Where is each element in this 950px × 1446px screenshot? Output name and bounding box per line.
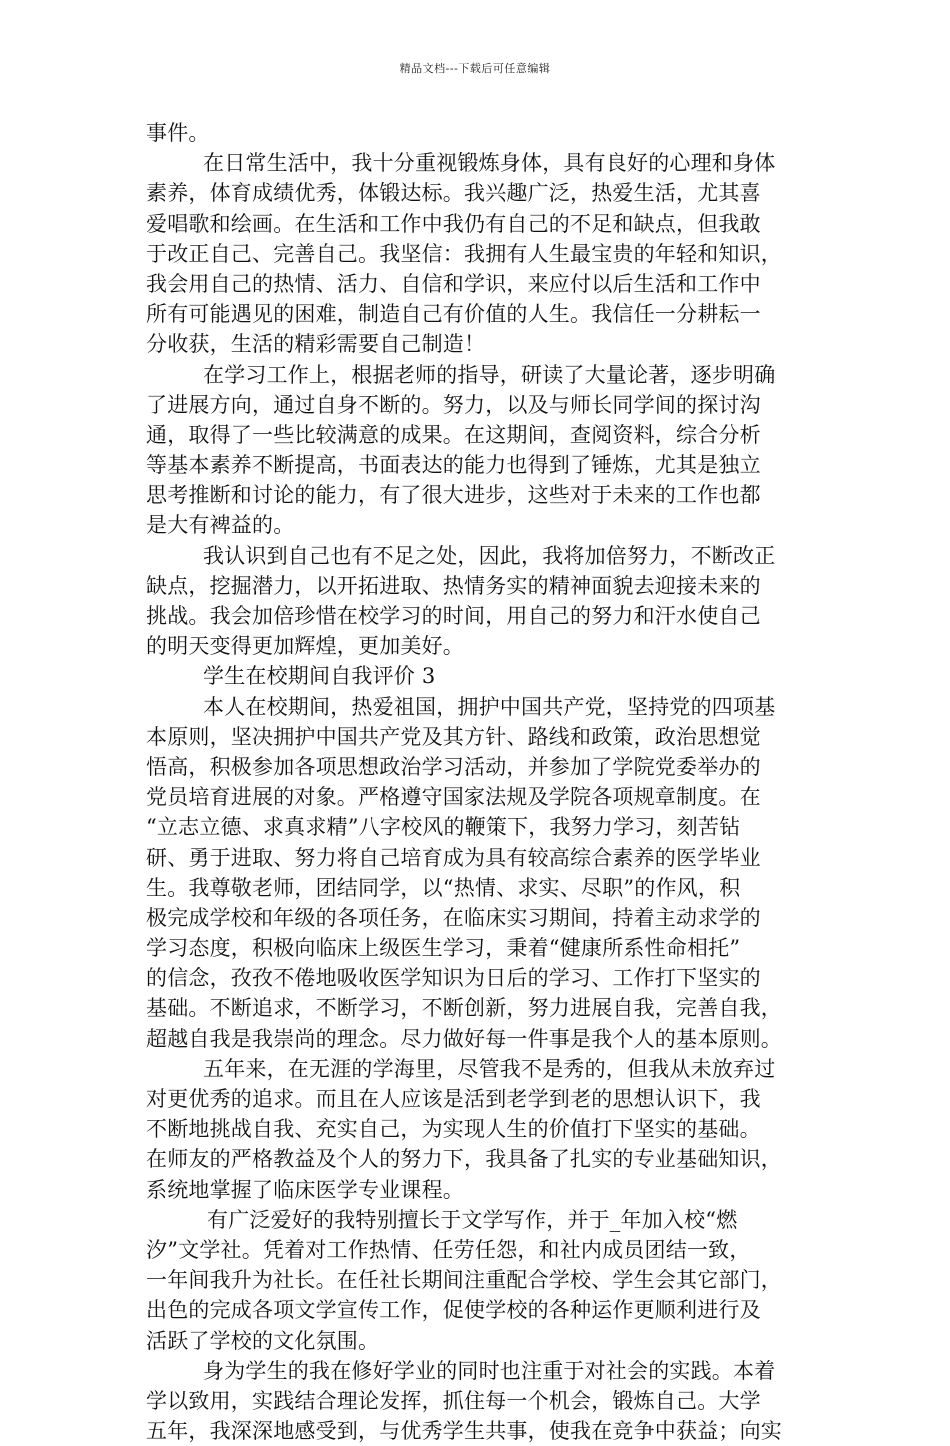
- text-line: 等基本素养不断提高，书面表达的能力也得到了锤炼，尤其是独立: [146, 453, 761, 478]
- text-line: 悟高，积极参加各项思想政治学习活动，并参加了学院党委举办的: [146, 754, 761, 779]
- text-line: 了进展方向，通过自身不断的。努力，以及与师长同学间的探讨沟: [146, 392, 761, 417]
- text-line: 素养，体育成绩优秀，体锻达标。我兴趣广泛，热爱生活，尤其喜: [146, 181, 761, 206]
- document-body: [146, 118, 826, 1446]
- text-line: 事件。: [146, 121, 210, 145]
- page-header: 精品文档---下载后可任意编辑: [399, 62, 551, 75]
- text-line: 党员培育进展的对象。严格遵守国家法规及学院各项规章制度。在: [146, 785, 761, 810]
- text-line: 活跃了学校的文化氛围。: [146, 1328, 380, 1353]
- text-line: 我会用自己的热情、活力、自信和学识，来应付以后生活和工作中: [146, 271, 761, 296]
- text-line: 通，取得了一些比较满意的成果。在这期间，查阅资料，综合分析: [146, 422, 761, 447]
- text-line: 生。我尊敬老师，团结同学，以“热情、求实、尽职”的作风，积: [146, 875, 741, 900]
- text-line: 所有可能遇见的困难，制造自己有价值的人生。我信任一分耕耘一: [146, 302, 761, 327]
- text-line: 在师友的严格教益及个人的努力下，我具备了扎实的专业基础知识，: [146, 1147, 782, 1172]
- text-line: 的明天变得更加辉煌，更加美好。: [146, 634, 464, 659]
- text-line: 爱唱歌和绘画。在生活和工作中我仍有自己的不足和缺点，但我敢: [146, 211, 761, 236]
- text-line: 挑战。我会加倍珍惜在校学习的时间，用自己的努力和汗水使自己: [146, 604, 761, 628]
- text-line: 我认识到自己也有不足之处，因此，我将加倍努力，不断改正: [203, 543, 776, 568]
- text-line: 身为学生的我在修好学业的同时也注重于对社会的实践。本着: [203, 1358, 776, 1383]
- text-line: 本原则，坚决拥护中国共产党及其方针、路线和政策，政治思想觉: [146, 724, 761, 749]
- text-line: 于改正自己、完善自己。我坚信：我拥有人生最宝贵的年轻和知识，: [146, 241, 782, 266]
- text-line: 一年间我升为社长。在任社长期间注重配合学校、学生会其它部门，: [146, 1268, 782, 1293]
- text-line: “立志立德、求真求精”八字校风的鞭策下，我努力学习，刻苦钻: [146, 815, 741, 840]
- text-line: 极完成学校和年级的各项任务，在临床实习期间，持着主动求学的: [146, 905, 761, 930]
- section-heading: 学生在校期间自我评价 3: [203, 664, 436, 689]
- text-line: 五年来，在无涯的学海里，尽管我不是秀的，但我从未放弃过: [203, 1056, 776, 1081]
- text-line: 的信念，孜孜不倦地吸收医学知识为日后的学习、工作打下坚实的: [146, 966, 761, 991]
- text-line: 对更优秀的追求。而且在人应该是活到老学到老的思想认识下，我: [146, 1087, 761, 1111]
- text-line: 学以致用，实践结合理论发挥，抓住每一个机会，锻炼自己。大学: [146, 1388, 761, 1413]
- text-line: 缺点，挖掘潜力，以开拓进取、热情务实的精神面貌去迎接未来的: [146, 573, 761, 598]
- text-line: 不断地挑战自我、充实自己，为实现人生的价值打下坚实的基础。: [146, 1117, 761, 1142]
- text-line: 出色的完成各项文学宣传工作，促使学校的各种运作更顺利进行及: [146, 1298, 761, 1323]
- text-line: 分收获，生活的精彩需要自己制造！: [146, 332, 486, 357]
- text-line: 基础。不断追求，不断学习，不断创新，努力进展自我，完善自我，: [146, 996, 782, 1021]
- text-line: 五年，我深深地感受到，与优秀学生共事，使我在竞争中获益；向实: [146, 1419, 782, 1444]
- text-line: 超越自我是我崇尚的理念。尽力做好每一件事是我个人的基本原则。: [146, 1026, 782, 1051]
- text-line: 学习态度，积极向临床上级医生学习，秉着“健康所系性命相托”: [146, 936, 741, 961]
- text-line: 在学习工作上，根据老师的指导，研读了大量论著，逐步明确: [203, 362, 776, 387]
- text-line: 本人在校期间，热爱祖国，拥护中国共产党，坚持党的四项基: [203, 694, 776, 719]
- text-line: 系统地掌握了临床医学专业课程。: [146, 1177, 464, 1202]
- text-line: 思考推断和讨论的能力，有了很大进步，这些对于未来的工作也都: [146, 483, 761, 508]
- text-line: 是大有裨益的。: [146, 513, 295, 538]
- text-line: 汐”文学社。凭着对工作热情、任劳任怨，和社内成员团结一致，: [146, 1237, 751, 1262]
- text-line: 研、勇于进取、努力将自己培育成为具有较高综合素养的医学毕业: [146, 845, 761, 870]
- text-line: 在日常生活中，我十分重视锻炼身体，具有良好的心理和身体: [203, 151, 776, 176]
- text-line: 有广泛爱好的我特别擅长于文学写作，并于_年加入校“燃: [207, 1207, 738, 1232]
